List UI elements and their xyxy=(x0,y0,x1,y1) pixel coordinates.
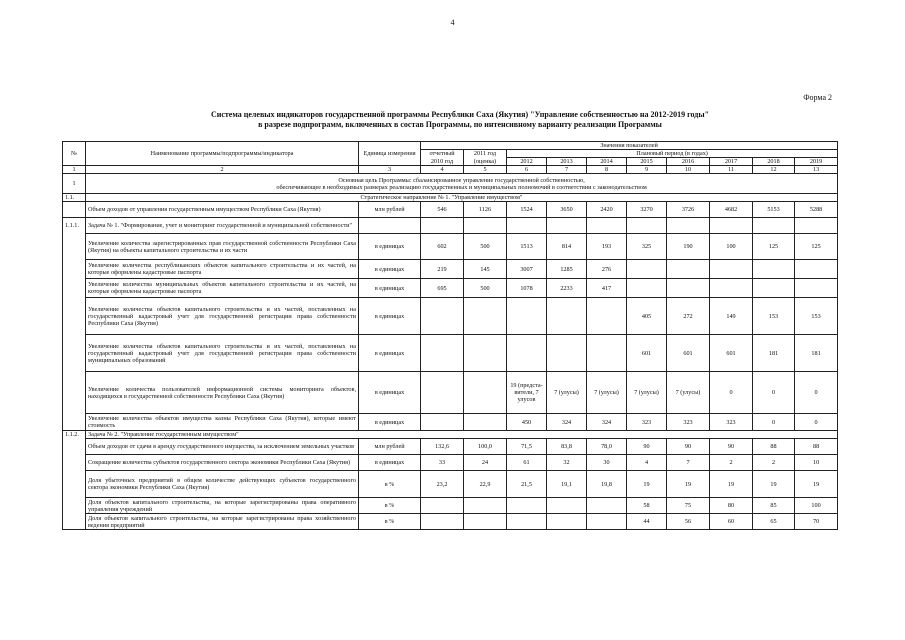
empty-cell xyxy=(753,218,795,234)
indicator-unit: млн рублей xyxy=(359,202,421,218)
column-number-13: 13 xyxy=(795,166,838,174)
indicator-value: 2 xyxy=(710,455,753,471)
indicator-value: 601 xyxy=(710,335,753,372)
goal-text-line-2: обеспечивающее в необходимых размерах реализацию государственных и муниципальных полномочий в соответствии с законодательством xyxy=(276,183,647,191)
indicator-value: 44 xyxy=(627,514,667,530)
indicator-value: 19 xyxy=(627,471,667,498)
header-report-year: 2010 год xyxy=(421,158,464,166)
indicator-unit: в единицах xyxy=(359,298,421,335)
indicator-value xyxy=(507,335,547,372)
column-number-1: 1 xyxy=(63,166,86,174)
indicator-row xyxy=(63,514,838,530)
indicator-value xyxy=(547,514,587,530)
indicator-value: 100 xyxy=(710,234,753,260)
indicator-value: 1513 xyxy=(507,234,547,260)
empty-cell xyxy=(507,218,547,234)
indicator-value: 276 xyxy=(587,260,627,279)
indicator-value: 3650 xyxy=(547,202,587,218)
column-number-10: 10 xyxy=(667,166,710,174)
indicator-value: 0 xyxy=(753,372,795,414)
indicator-value: 193 xyxy=(587,234,627,260)
indicator-value: 2 xyxy=(753,455,795,471)
indicator-value: 19 xyxy=(710,471,753,498)
goal-row xyxy=(63,174,838,194)
indicator-value xyxy=(753,260,795,279)
indicator-value xyxy=(421,335,464,372)
column-number-3: 3 xyxy=(359,166,421,174)
indicator-value: 1126 xyxy=(464,202,507,218)
header-estimate-note: (оценка) xyxy=(464,158,507,166)
indicator-value: 85 xyxy=(753,498,795,514)
indicator-value: 145 xyxy=(464,260,507,279)
indicator-value xyxy=(507,298,547,335)
page-number: 4 xyxy=(450,18,455,27)
column-number-5: 5 xyxy=(464,166,507,174)
indicator-value: 450 xyxy=(507,414,547,431)
indicator-value: 323 xyxy=(710,414,753,431)
row-number-cell xyxy=(63,202,86,218)
indicator-value xyxy=(464,372,507,414)
indicator-value xyxy=(587,514,627,530)
indicator-value xyxy=(507,514,547,530)
goal-number: 1 xyxy=(63,174,86,194)
header-plan: Плановый период (в годах) xyxy=(507,150,838,158)
indicator-value xyxy=(421,298,464,335)
column-number-2: 2 xyxy=(86,166,359,174)
indicator-value xyxy=(464,498,507,514)
header-values: Значения показателей xyxy=(421,142,838,150)
indicator-value xyxy=(421,498,464,514)
indicator-value: 61 xyxy=(507,455,547,471)
indicator-name: Увеличение количества республиканских объектов капитального строительства и их частей, на которые оформлены кадастровые паспорта xyxy=(86,260,359,279)
header-year-2014: 2014 xyxy=(587,158,627,166)
indicator-value xyxy=(421,514,464,530)
indicator-value: 21,5 xyxy=(507,471,547,498)
indicator-value: 0 xyxy=(795,372,838,414)
empty-cell xyxy=(710,218,753,234)
header-year-2016: 2016 xyxy=(667,158,710,166)
indicator-unit: в единицах xyxy=(359,414,421,431)
task-2-row xyxy=(63,431,838,439)
indicator-value xyxy=(464,335,507,372)
indicator-value: 7 xyxy=(667,455,710,471)
indicator-value: 88 xyxy=(753,439,795,455)
column-number-7: 7 xyxy=(547,166,587,174)
indicator-value: 153 xyxy=(795,298,838,335)
indicator-value: 125 xyxy=(753,234,795,260)
indicator-value xyxy=(710,260,753,279)
indicator-value: 149 xyxy=(710,298,753,335)
indicator-value: 32 xyxy=(547,455,587,471)
indicator-row xyxy=(63,335,838,372)
indicator-value xyxy=(547,298,587,335)
indicator-value: 0 xyxy=(795,414,838,431)
indicator-value: 695 xyxy=(421,279,464,298)
indicator-value xyxy=(421,414,464,431)
indicator-name: Объем доходов от управления государственным имуществом Республики Саха (Якутия) xyxy=(86,202,359,218)
indicator-value xyxy=(507,498,547,514)
column-number-4: 4 xyxy=(421,166,464,174)
indicator-row xyxy=(63,298,838,335)
indicator-name: Увеличение количества зарегистрированных прав государственной собственности Республики Саха (Якутия) на объекты капитального строительства и их части xyxy=(86,234,359,260)
indicator-unit: в единицах xyxy=(359,279,421,298)
header-estimate: 2011 год xyxy=(464,150,507,158)
empty-cell xyxy=(359,218,421,234)
indicator-value: 7 (улусы) xyxy=(547,372,587,414)
indicator-value: 1524 xyxy=(507,202,547,218)
indicator-value: 83,8 xyxy=(547,439,587,455)
indicator-value: 78,0 xyxy=(587,439,627,455)
direction-spacer xyxy=(86,194,359,202)
indicator-value: 19,1 xyxy=(547,471,587,498)
indicator-unit: в единицах xyxy=(359,234,421,260)
direction-number: 1.1. xyxy=(63,194,86,202)
title-line-2: в разрезе подпрограмм, включенных в состав Программы, по интенсивному варианту реализации Программы xyxy=(258,120,662,129)
indicator-value: 324 xyxy=(547,414,587,431)
indicator-value: 601 xyxy=(627,335,667,372)
indicator-value xyxy=(795,279,838,298)
indicator-value: 3007 xyxy=(507,260,547,279)
indicator-unit: в % xyxy=(359,471,421,498)
indicator-value: 24 xyxy=(464,455,507,471)
indicator-name: Доля убыточных предприятий в общем количестве действующих субъектов государственного сектора экономики Республики Саха (Якутия) xyxy=(86,471,359,498)
task-2-number: 1.1.2. xyxy=(63,431,86,530)
indicator-value: 324 xyxy=(587,414,627,431)
empty-cell xyxy=(587,218,627,234)
indicator-value: 546 xyxy=(421,202,464,218)
goal-text xyxy=(86,174,838,194)
indicator-value: 0 xyxy=(710,372,753,414)
indicator-value: 19 xyxy=(667,471,710,498)
empty-cell xyxy=(464,218,507,234)
indicator-value: 19 xyxy=(795,471,838,498)
indicator-value xyxy=(587,498,627,514)
indicator-row xyxy=(63,279,838,298)
indicator-value: 325 xyxy=(627,234,667,260)
indicators-table xyxy=(62,141,838,530)
title-line-1: Система целевых индикаторов государственной программы Республики Саха (Якутия) "Управление собственностью на 2012-2019 годы" xyxy=(210,110,710,119)
indicator-value: 100 xyxy=(795,498,838,514)
header-year-2013: 2013 xyxy=(547,158,587,166)
indicator-value xyxy=(587,335,627,372)
indicator-value: 153 xyxy=(753,298,795,335)
indicator-value xyxy=(464,414,507,431)
indicator-value: 601 xyxy=(667,335,710,372)
form-label: Форма 2 xyxy=(803,93,832,102)
indicator-value: 70 xyxy=(795,514,838,530)
header-name: Наименование программы/подпрограммы/индикатора xyxy=(86,142,359,166)
indicator-value: 3270 xyxy=(627,202,667,218)
indicator-unit: в единицах xyxy=(359,335,421,372)
indicator-value: 7 (улусы) xyxy=(667,372,710,414)
indicator-value: 1285 xyxy=(547,260,587,279)
indicator-value: 10 xyxy=(795,455,838,471)
indicator-row xyxy=(63,498,838,514)
indicator-row xyxy=(63,471,838,498)
indicator-name: Увеличение количества муниципальных объектов капитального строительства и их частей, на которые оформлены кадастровые паспорта xyxy=(86,279,359,298)
direction-text: Стратегическое направление № 1. "Управление имуществом" xyxy=(359,194,838,202)
indicator-value: 19,8 xyxy=(587,471,627,498)
indicator-value xyxy=(547,498,587,514)
indicator-name: Увеличение количества объектов капитального строительства и их частей, поставленных на государственный кадастровый учет для государственной регистрации права собственности Республики Саха (Якутия) xyxy=(86,298,359,335)
indicator-value: 90 xyxy=(710,439,753,455)
indicator-value: 500 xyxy=(464,279,507,298)
indicator-value xyxy=(627,260,667,279)
task-1-row xyxy=(63,218,838,234)
indicator-name: Увеличение количества пользователей информационной системы мониторинга объектов, находящихся в государственной собственности Республики Саха (Якутия) xyxy=(86,372,359,414)
indicator-value: 90 xyxy=(627,439,667,455)
task-1-text: Задача № 1. "Формирование, учет и мониторинг государственной и муниципальной собственности" xyxy=(86,218,359,234)
header-no: № xyxy=(63,142,86,166)
indicator-value: 181 xyxy=(753,335,795,372)
indicator-row xyxy=(63,439,838,455)
indicator-value xyxy=(421,372,464,414)
indicator-value: 132,6 xyxy=(421,439,464,455)
indicator-value xyxy=(667,260,710,279)
indicator-value: 0 xyxy=(753,414,795,431)
indicator-value: 219 xyxy=(421,260,464,279)
indicator-value: 3726 xyxy=(667,202,710,218)
header-year-2012: 2012 xyxy=(507,158,547,166)
indicator-row xyxy=(63,202,838,218)
header-year-2018: 2018 xyxy=(753,158,795,166)
header-report: отчетный xyxy=(421,150,464,158)
indicator-value: 58 xyxy=(627,498,667,514)
indicator-value: 100,0 xyxy=(464,439,507,455)
indicator-value: 19 xyxy=(753,471,795,498)
indicator-value: 323 xyxy=(627,414,667,431)
indicator-unit: млн рублей xyxy=(359,439,421,455)
header-unit: Единица измерения xyxy=(359,142,421,166)
header-year-2017: 2017 xyxy=(710,158,753,166)
indicator-row xyxy=(63,455,838,471)
indicator-value: 5153 xyxy=(753,202,795,218)
indicator-value xyxy=(587,298,627,335)
indicator-value xyxy=(464,514,507,530)
goal-text-line-1: Основная цель Программы: сбалансированное управление государственной собственностью, xyxy=(338,176,585,184)
indicator-value: 30 xyxy=(587,455,627,471)
indicator-value: 23,2 xyxy=(421,471,464,498)
header-year-2015: 2015 xyxy=(627,158,667,166)
indicator-unit: в % xyxy=(359,514,421,530)
indicator-value: 7 (улусы) xyxy=(587,372,627,414)
indicator-value: 33 xyxy=(421,455,464,471)
indicator-value: 4 xyxy=(627,455,667,471)
indicator-value: 272 xyxy=(667,298,710,335)
indicator-value: 125 xyxy=(795,234,838,260)
indicator-name: Увеличение количества объектов имущества казны Республики Саха (Якутия), которые имеют стоимость xyxy=(86,414,359,431)
indicator-value: 405 xyxy=(627,298,667,335)
indicator-value: 2233 xyxy=(547,279,587,298)
indicator-unit: в единицах xyxy=(359,455,421,471)
indicator-value xyxy=(753,279,795,298)
header-row-1 xyxy=(63,142,838,150)
empty-cell xyxy=(547,218,587,234)
indicator-unit: в единицах xyxy=(359,372,421,414)
column-number-9: 9 xyxy=(627,166,667,174)
indicator-value: 60 xyxy=(710,514,753,530)
indicator-value: 5288 xyxy=(795,202,838,218)
indicator-value: 19 (предста-вители, 7 улусов xyxy=(507,372,547,414)
header-year-2019: 2019 xyxy=(795,158,838,166)
indicator-row xyxy=(63,260,838,279)
indicator-value: 181 xyxy=(795,335,838,372)
document-title xyxy=(60,110,860,130)
indicator-name: Доля объектов капитального строительства, на которые зарегистрированы права хозяйственного ведения предприятий xyxy=(86,514,359,530)
task-2-text: Задача № 2. "Управление государственным имуществом" xyxy=(86,431,838,439)
indicator-row xyxy=(63,414,838,431)
indicator-value: 814 xyxy=(547,234,587,260)
indicator-value: 88 xyxy=(795,439,838,455)
indicator-value: 4682 xyxy=(710,202,753,218)
indicator-value xyxy=(464,298,507,335)
indicator-name: Объем доходов от сдачи в аренду государственного имущества, за исключением земельных участков xyxy=(86,439,359,455)
indicator-value: 417 xyxy=(587,279,627,298)
indicator-name: Доля объектов капитального строительства, на которые зарегистрированы права оперативного управления учреждений xyxy=(86,498,359,514)
indicator-value: 2420 xyxy=(587,202,627,218)
empty-cell xyxy=(795,218,838,234)
indicator-value: 71,5 xyxy=(507,439,547,455)
indicator-value xyxy=(795,260,838,279)
indicator-value xyxy=(667,279,710,298)
indicator-unit: в % xyxy=(359,498,421,514)
indicator-value xyxy=(710,279,753,298)
indicator-value: 500 xyxy=(464,234,507,260)
indicator-value: 65 xyxy=(753,514,795,530)
indicator-value: 90 xyxy=(667,439,710,455)
indicator-value: 190 xyxy=(667,234,710,260)
indicator-value: 7 (улусы) xyxy=(627,372,667,414)
column-number-6: 6 xyxy=(507,166,547,174)
indicator-name: Сокращение количества субъектов государственного сектора экономики Республики Саха (Якутия) xyxy=(86,455,359,471)
indicator-value xyxy=(627,279,667,298)
indicator-unit: в единицах xyxy=(359,260,421,279)
indicator-value: 22,9 xyxy=(464,471,507,498)
indicator-value: 602 xyxy=(421,234,464,260)
empty-cell xyxy=(421,218,464,234)
empty-cell xyxy=(627,218,667,234)
indicator-value: 56 xyxy=(667,514,710,530)
indicator-value: 1078 xyxy=(507,279,547,298)
column-number-12: 12 xyxy=(753,166,795,174)
indicator-value xyxy=(547,335,587,372)
indicator-name: Увеличение количества объектов капитального строительства и их частей, поставленных на государственный кадастровый учет для государственной регистрации права собственности муниципальных образований xyxy=(86,335,359,372)
indicator-value: 75 xyxy=(667,498,710,514)
direction-row xyxy=(63,194,838,202)
column-number-8: 8 xyxy=(587,166,627,174)
task-1-number: 1.1.1. xyxy=(63,218,86,431)
indicator-value: 323 xyxy=(667,414,710,431)
empty-cell xyxy=(667,218,710,234)
indicator-row xyxy=(63,234,838,260)
indicator-value: 80 xyxy=(710,498,753,514)
column-number-11: 11 xyxy=(710,166,753,174)
column-number-row xyxy=(63,166,838,174)
indicator-row xyxy=(63,372,838,414)
